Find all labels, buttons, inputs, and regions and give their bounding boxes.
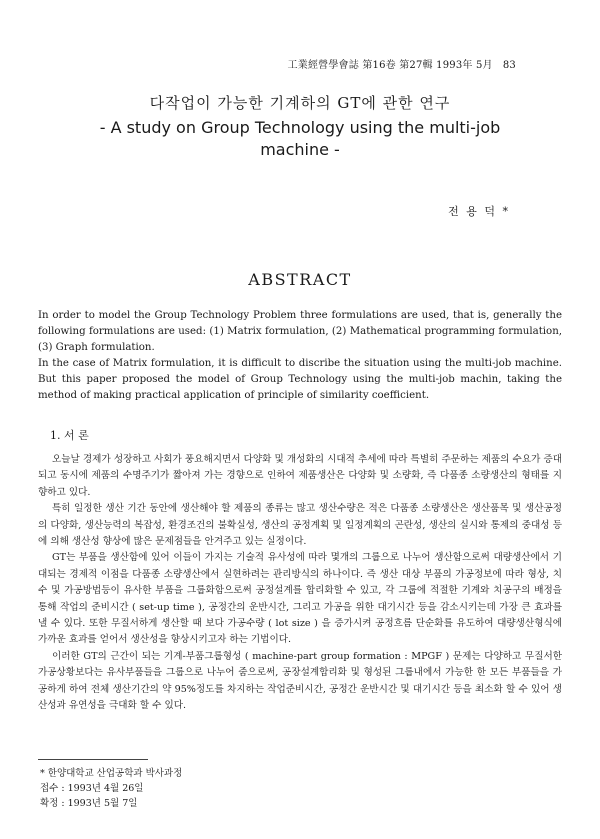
abstract-body xyxy=(38,308,562,404)
body-paragraph: 특히 일정한 생산 기간 동안에 생산해야 할 제품의 종류는 많고 생산수량은 적은 다품종 소량생산은 생산품목 및 생산공정의 다양화, 생산능력의 복잡성, 환경조건의 불확실성, 생산의 공정계획 및 일정계획의 곤란성, 생산의 실시와 통제의 중대성 등에 의해 생산성 향상에 많은 문제점들을 안겨주고 있는 실정이다. xyxy=(38,503,562,548)
title-block xyxy=(40,92,560,161)
english-title-line-2: machine - xyxy=(260,140,340,159)
body-paragraph: GT는 부품을 생산함에 있어 이들이 가지는 기술적 유사성에 따라 몇개의 그룹으로 나누어 생산함으로써 대량생산에서 기대되는 경제적 이점을 다품종 소량생산에서 실현하려는 관리방식의 하나이다. 즉 생산 대상 부품의 가공정보에 따라 형상, 치수 및 가공방법등이 유사한 부품을 그룹화함으로써 공정설계를 합리화할 수 있고, 각 그룹에 적절한 기계와 치공구의 배정을 통해 작업의 준비시간 ( set-up time ), 공정간의 운반시간, 그리고 가공을 위한 대기시간 등을 감소시키는데 가장 큰 효과를 낼 수 있다. 또한 무질서하게 생산할 때 보다 가공수량 ( lot size ) 을 증가시켜 공정흐름 단순화를 유도하여 대량생산형식에 가까운 효과를 얻어서 생산성을 향상시키고자 하는 기법이다. xyxy=(38,552,562,646)
english-title-line-1: - A study on Group Technology using the multi-job xyxy=(99,118,501,137)
abstract-paragraph: In order to model the Group Technology Problem three formulations are used, that is, generally the following formulations are used: (1) Matrix formulation, (2) Mathematical programming formulation, (3) Graph formulation. xyxy=(38,310,562,353)
section-body-introduction xyxy=(38,452,562,715)
journal-citation: 工業經營學會誌 第16卷 第27輯 1993年 5月 xyxy=(287,60,493,71)
page-number: 83 xyxy=(502,60,516,71)
abstract-heading: ABSTRACT xyxy=(248,270,352,289)
footnote-affiliation: * 한양대학교 산업공학과 박사과정 xyxy=(40,768,183,779)
footnote-divider xyxy=(38,759,148,760)
footnotes xyxy=(40,766,182,811)
footnote-received-date: 접수 : 1993년 4월 26일 xyxy=(40,783,144,794)
running-header xyxy=(288,56,516,71)
abstract-paragraph: In the case of Matrix formulation, it is difficult to discribe the situation using the multi-job machine. But this paper proposed the model of Group Technology using the multi-job machin, taking the method of making practical application of principle of similarity coefficient. xyxy=(38,358,562,401)
body-paragraph: 이러한 GT의 근간이 되는 기계-부품그룹형성 ( machine-part group formation : MPGF ) 문제는 다양하고 무질서한 가공상황보다는 유사부품들을 그룹으로 나누어 줌으로써, 공장설계합리화 및 형성된 그룹내에서 가능한 한 모든 부품들을 가공하게 하여 전체 생산기간의 약 95%정도를 차지하는 작업준비시간, 공정간 운반시간 및 대기시간 등을 최소화 할 수 있어 생산성과 유연성을 극대화 할 수 있다. xyxy=(38,650,562,712)
section-heading-introduction: 1. 서 론 xyxy=(50,429,89,442)
english-title xyxy=(40,117,560,161)
body-paragraph: 오늘날 경제가 성장하고 사회가 풍요해지면서 다양화 및 개성화의 시대적 추세에 따라 특별히 주문하는 제품의 수요가 증대되고 동시에 제품의 수명주기가 짧아져 가는 경향으로 인하여 제품생산은 다양화 및 소량화, 즉 다품종 소량생산의 형태를 지향하고 있다. xyxy=(38,454,562,498)
author-name: 전 용 덕 * xyxy=(448,205,510,218)
footnote-accepted-date: 확정 : 1993년 5월 7일 xyxy=(40,798,138,809)
korean-title: 다작업이 가능한 기계하의 GT에 관한 연구 xyxy=(149,94,451,112)
